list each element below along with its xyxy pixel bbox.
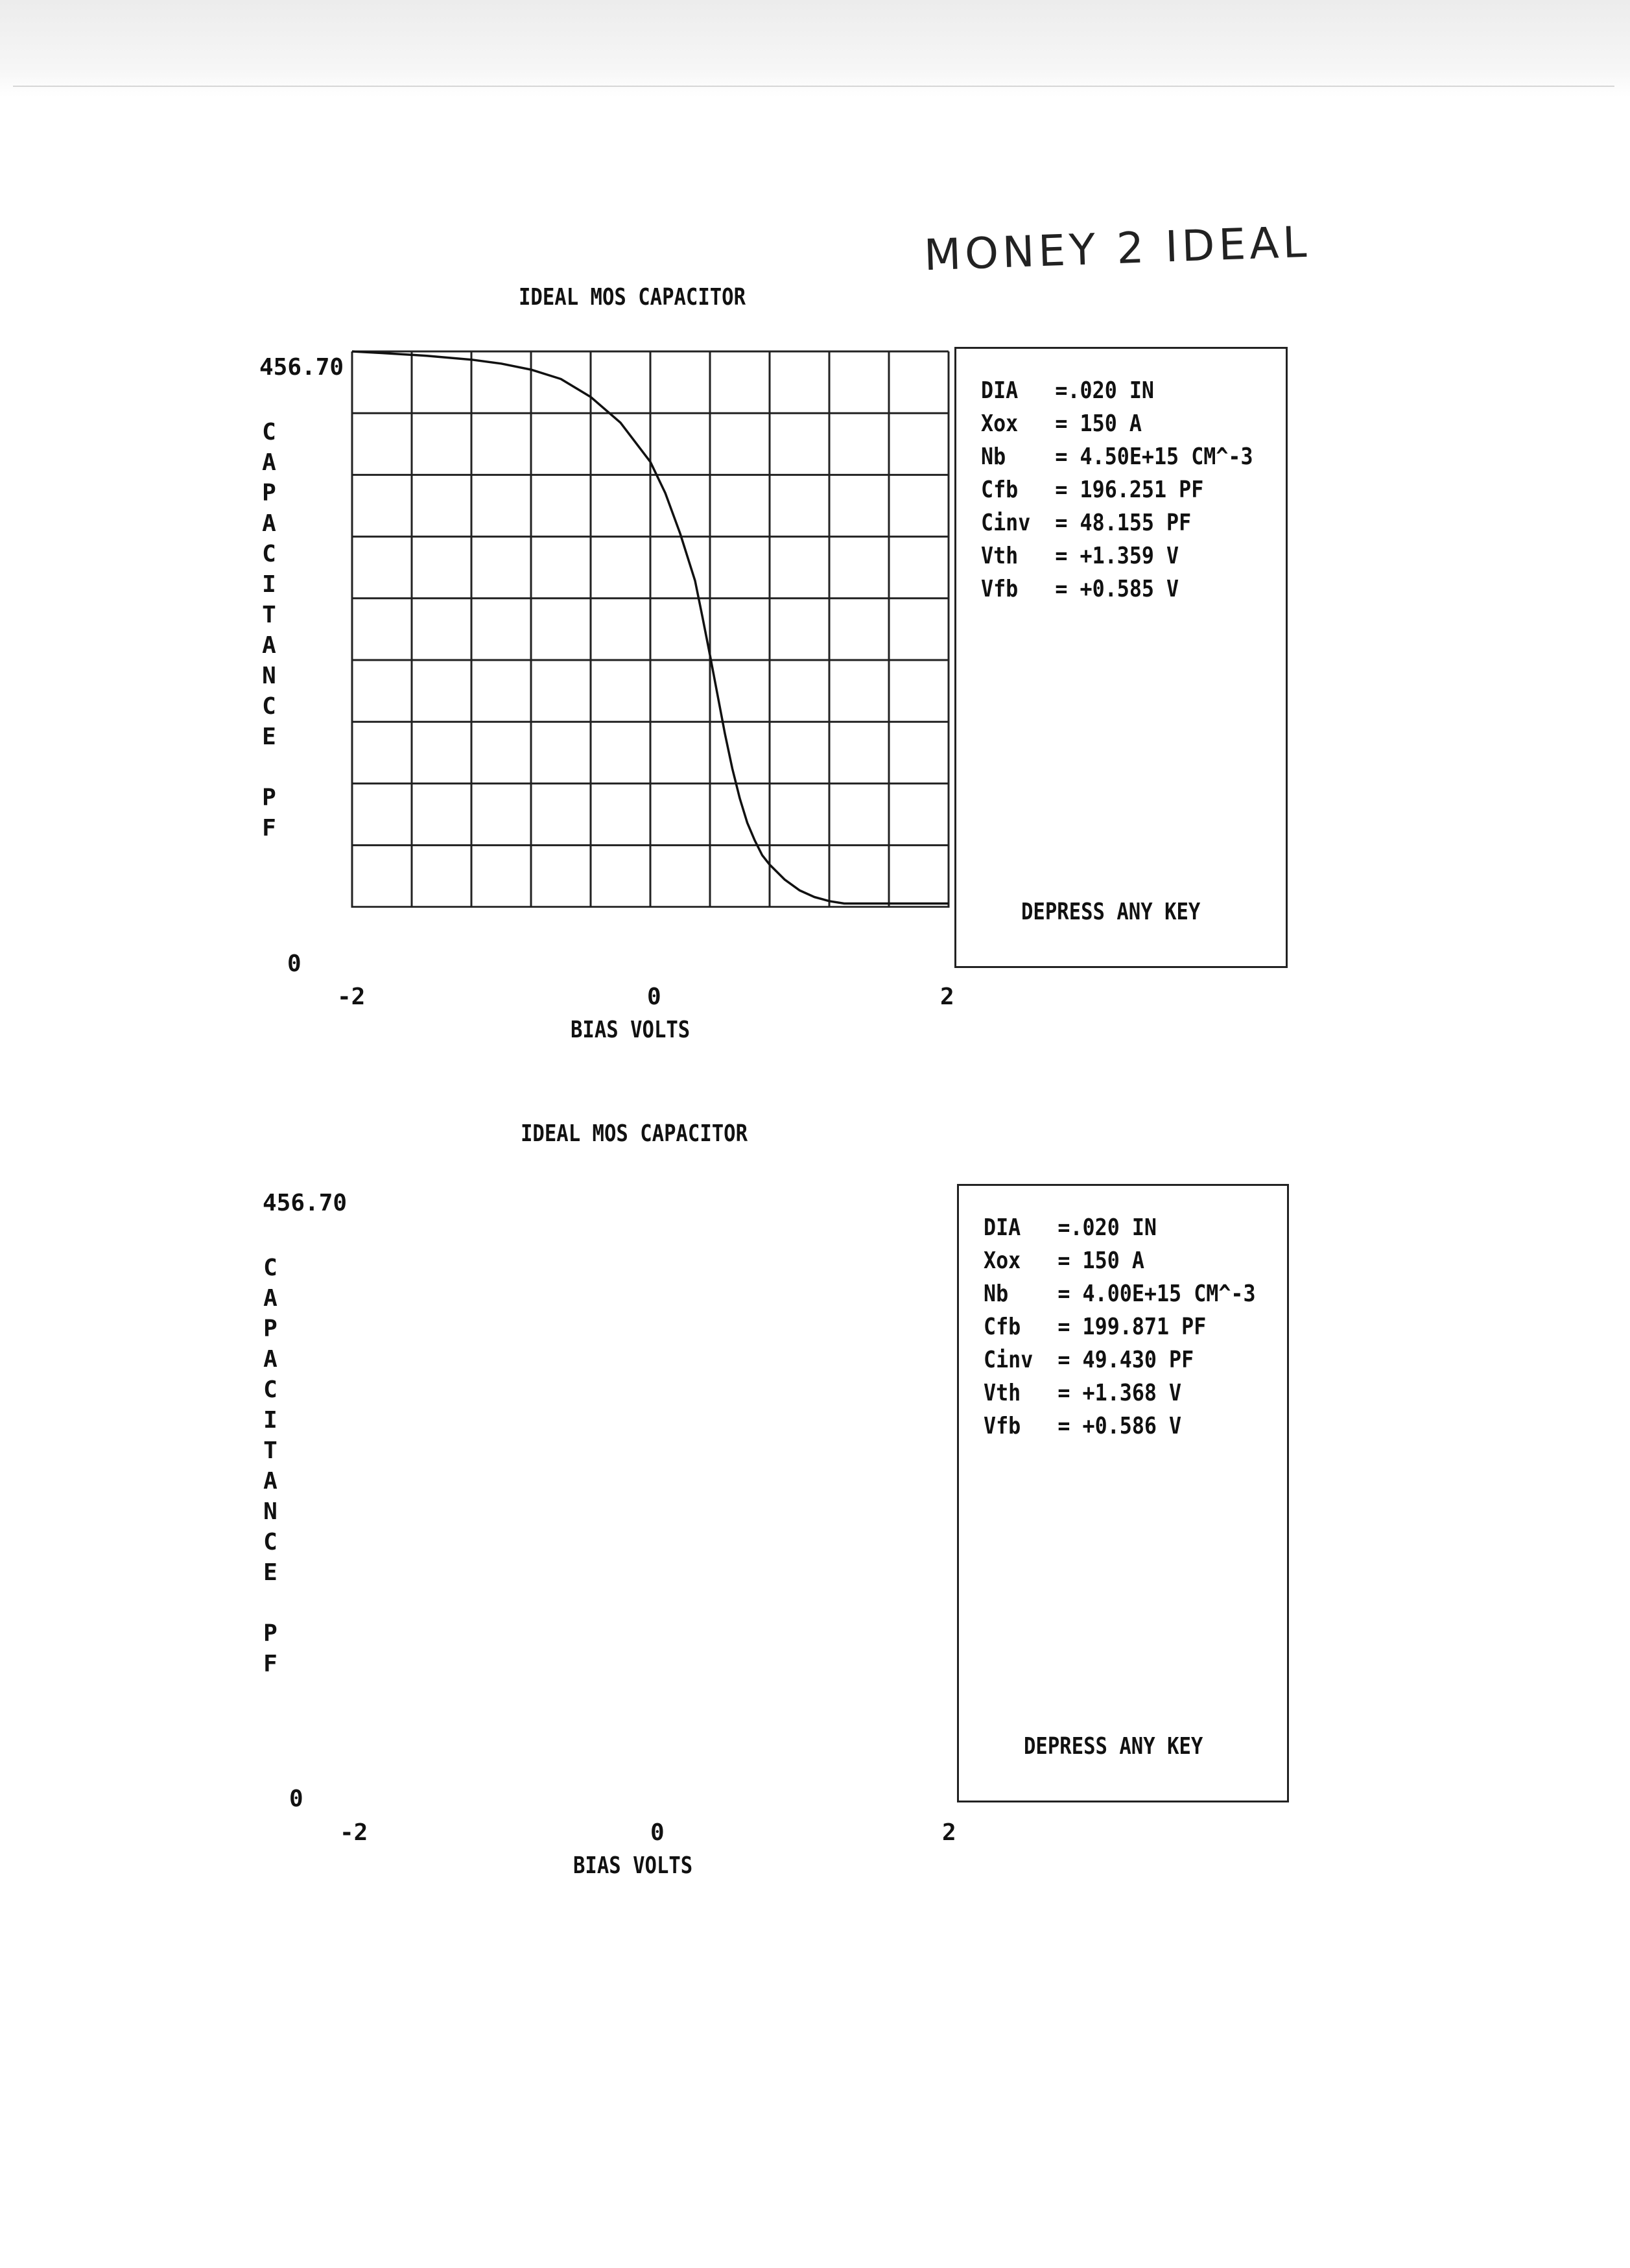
parameter-name: Vth: [981, 543, 1019, 569]
parameter-value: = +0.585 V: [1055, 576, 1179, 602]
x-tick-mid: 0: [650, 1819, 665, 1846]
handwritten-note: MONEY 2 IDEAL: [923, 217, 1312, 281]
y-axis-label: [257, 1253, 283, 1679]
parameter-value: = +1.368 V: [1057, 1380, 1182, 1406]
parameter-name: Cfb: [984, 1314, 1021, 1340]
parameter-row: [984, 1245, 1144, 1277]
parameter-value: = 48.155 PF: [1055, 510, 1192, 536]
y-axis-label-letter: C: [262, 693, 276, 720]
parameter-value: = 4.00E+15 CM^-3: [1057, 1281, 1256, 1307]
x-tick-min: -2: [337, 984, 366, 1010]
y-axis-label-letter: C: [263, 1255, 278, 1281]
parameter-row: [984, 1377, 1181, 1410]
x-tick-max: 2: [940, 984, 954, 1010]
x-axis-label: BIAS VOLTS: [571, 1017, 691, 1043]
y-axis-label-letter: A: [262, 449, 276, 476]
parameter-name: Nb: [984, 1281, 1009, 1307]
parameter-name: Cinv: [981, 510, 1031, 536]
y-axis-label-letter: E: [262, 724, 276, 750]
y-axis-label-letter: T: [263, 1437, 278, 1464]
parameter-row: [984, 1212, 1157, 1244]
x-tick-max: 2: [942, 1819, 956, 1846]
y-axis-label-letter: C: [263, 1376, 278, 1403]
y-axis-label-letter: N: [262, 663, 276, 689]
y-axis-label-letter: E: [263, 1559, 278, 1586]
y-axis-label-letter: P: [263, 1620, 278, 1647]
x-tick-min: -2: [340, 1819, 368, 1846]
x-axis-label: BIAS VOLTS: [573, 1852, 693, 1879]
y-axis-label-letter: A: [263, 1285, 278, 1312]
chart-title: IDEAL MOS CAPACITOR: [519, 284, 746, 311]
y-axis-label-letter: C: [262, 419, 276, 445]
parameter-name: Nb: [981, 443, 1006, 470]
y-axis-label-letter: A: [262, 632, 276, 659]
parameter-value: = +0.586 V: [1057, 1413, 1182, 1439]
parameter-row: [984, 1344, 1194, 1376]
parameter-name: Cfb: [981, 477, 1019, 503]
parameter-name: DIA: [984, 1214, 1021, 1241]
x-tick-mid: 0: [647, 984, 661, 1010]
parameter-row: [984, 1311, 1206, 1343]
depress-any-key-prompt: DEPRESS ANY KEY: [1024, 1733, 1203, 1760]
parameter-value: = 150 A: [1057, 1247, 1144, 1274]
chart-title: IDEAL MOS CAPACITOR: [521, 1120, 748, 1147]
y-axis-label-letter: F: [262, 815, 276, 842]
parameter-name: DIA: [981, 377, 1019, 404]
y-axis-label-letter: I: [262, 571, 276, 598]
parameter-value: = 49.430 PF: [1057, 1347, 1194, 1373]
parameter-value: =.020 IN: [1057, 1214, 1157, 1241]
y-axis-label-letter: P: [262, 785, 276, 811]
y-axis-label-letter: F: [263, 1651, 278, 1677]
y-axis-label-letter: I: [263, 1407, 278, 1434]
parameter-value: = +1.359 V: [1055, 543, 1179, 569]
y-axis-label-letter: A: [263, 1468, 278, 1494]
depress-any-key-prompt: DEPRESS ANY KEY: [1021, 899, 1201, 925]
parameter-row: [984, 1410, 1181, 1443]
parameter-value: = 196.251 PF: [1055, 477, 1204, 503]
y-axis-label-letter: P: [263, 1316, 278, 1342]
parameter-value: =.020 IN: [1055, 377, 1154, 404]
y-axis-label-letter: A: [262, 510, 276, 537]
y-axis-label-letter: C: [263, 1529, 278, 1555]
parameter-value: = 150 A: [1055, 410, 1142, 437]
y-axis-label-letter: T: [262, 602, 276, 628]
parameter-row: [984, 1278, 1256, 1310]
parameter-panel: [957, 1184, 1289, 1802]
y-tick-min: 0: [287, 951, 301, 977]
parameter-name: Cinv: [984, 1347, 1034, 1373]
parameter-name: Vth: [984, 1380, 1021, 1406]
y-axis-label-letter: A: [263, 1346, 278, 1373]
y-tick-max: 456.70: [259, 354, 344, 381]
y-axis-label-letter: [257, 1588, 283, 1618]
parameter-name: Xox: [984, 1247, 1021, 1274]
parameter-name: Vfb: [984, 1413, 1021, 1439]
parameter-value: = 4.50E+15 CM^-3: [1055, 443, 1253, 470]
plot-area: [0, 0, 1630, 908]
parameter-value: = 199.871 PF: [1057, 1314, 1207, 1340]
y-axis-label-letter: N: [263, 1498, 278, 1525]
parameter-name: Vfb: [981, 576, 1019, 602]
y-axis-label-letter: C: [262, 541, 276, 567]
y-axis-label-letter: P: [262, 480, 276, 506]
y-tick-max: 456.70: [263, 1190, 348, 1216]
y-tick-min: 0: [289, 1786, 303, 1812]
parameter-name: Xox: [981, 410, 1019, 437]
